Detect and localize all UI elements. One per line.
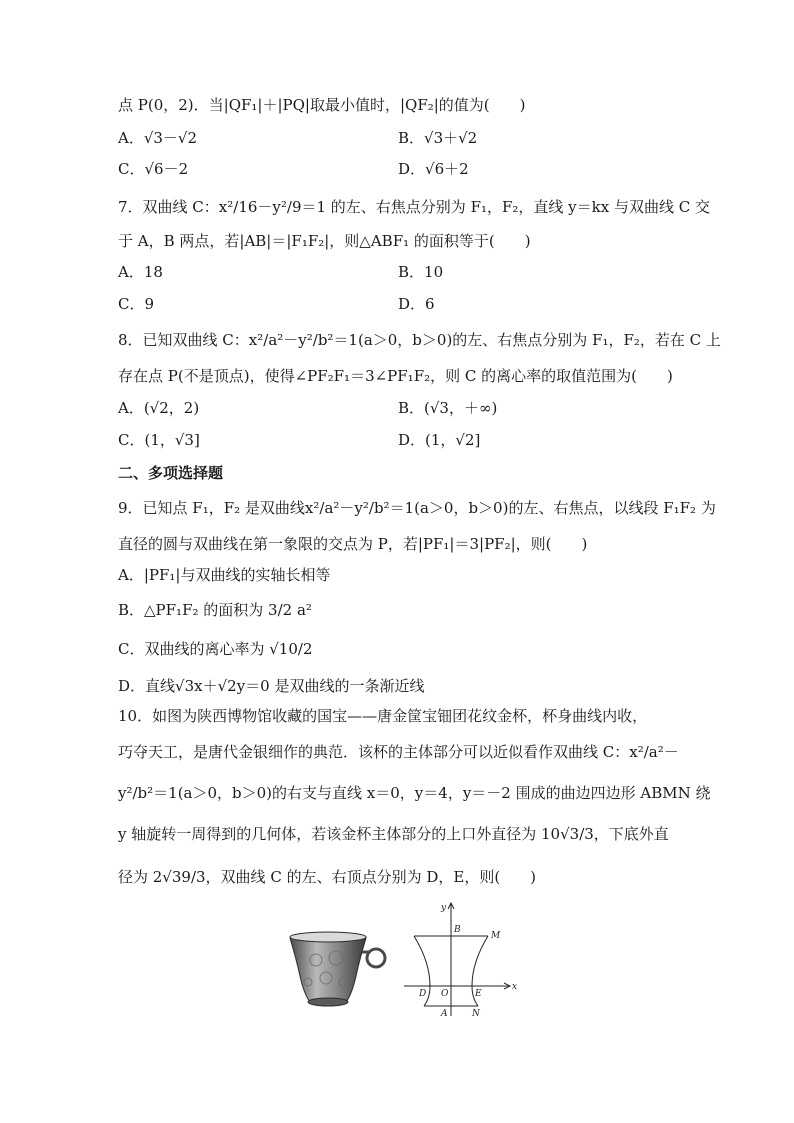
label-y: y xyxy=(441,903,447,913)
label-e: E xyxy=(475,989,482,999)
q6-option-a: A．√3－√2 xyxy=(118,129,198,147)
label-b: B xyxy=(454,925,461,935)
q8-option-b: B．(√3，＋∞) xyxy=(398,399,498,417)
q6-option-c: C．√6－2 xyxy=(118,160,189,178)
q7-option-d: D．6 xyxy=(398,295,435,313)
label-x: x xyxy=(512,982,518,992)
question-10-line-2: 巧夺天工，是唐代金银细作的典范．该杯的主体部分可以近似看作双曲线 C：x²/a²－ xyxy=(118,743,679,761)
question-8-line-2: 存在点 P(不是顶点)，使得∠PF₂F₁＝3∠PF₁F₂，则 C 的离心率的取值范围为( ) xyxy=(118,367,673,385)
q9-option-b: B．△PF₁F₂ 的面积为 3/2 a² xyxy=(118,601,312,619)
label-n: N xyxy=(472,1009,480,1019)
q8-option-a: A．(√2，2) xyxy=(118,399,200,417)
question-10-line-3: y²/b²＝1(a＞0，b＞0)的右支与直线 x＝0，y＝4，y＝－2 围成的曲边四边形 ABMN 绕 xyxy=(118,784,711,802)
q9-option-a: A．|PF₁|与双曲线的实轴长相等 xyxy=(118,566,331,584)
label-o: O xyxy=(441,989,449,999)
label-d: D xyxy=(419,989,427,999)
q9-option-c: C．双曲线的离心率为 √10/2 xyxy=(118,640,313,658)
q7-option-a: A．18 xyxy=(118,263,163,281)
question-10-line-5: 径为 2√39/3，双曲线 C 的左、右顶点分别为 D，E，则( ) xyxy=(118,868,537,886)
question-10-line-4: y 轴旋转一周得到的几何体，若该金杯主体部分的上口外直径为 10√3/3，下底外直 xyxy=(118,825,669,843)
gold-cup-illustration xyxy=(290,932,385,1006)
q8-option-d: D．(1，√2] xyxy=(398,431,481,449)
question-8-line-1: 8．已知双曲线 C：x²/a²－y²/b²＝1(a＞0，b＞0)的左、右焦点分别为 F₁，F₂，若在 C 上 xyxy=(118,331,721,349)
q9-option-d: D．直线√3x＋√2y＝0 是双曲线的一条渐近线 xyxy=(118,677,425,695)
label-a: A xyxy=(441,1009,448,1019)
section-heading-multiple-choice: 二、多项选择题 xyxy=(118,464,224,482)
q6-option-d: D．√6＋2 xyxy=(398,160,469,178)
q7-option-c: C．9 xyxy=(118,295,155,313)
question-9-line-1: 9．已知点 F₁，F₂ 是双曲线x²/a²－y²/b²＝1(a＞0，b＞0)的左、右焦点，以线段 F₁F₂ 为 xyxy=(118,499,716,517)
question-7-line-2: 于 A，B 两点，若|AB|＝|F₁F₂|，则△ABF₁ 的面积等于( ) xyxy=(118,232,531,250)
question-7-line-1: 7．双曲线 C：x²/16－y²/9＝1 的左、右焦点分别为 F₁，F₂，直线 y＝kx 与双曲线 C 交 xyxy=(118,198,710,216)
q7-option-b: B．10 xyxy=(398,263,444,281)
q6-option-b: B．√3＋√2 xyxy=(398,129,478,147)
question-10-line-1: 10．如图为陕西博物馆收藏的国宝——唐金筐宝钿团花纹金杯，杯身曲线内收， xyxy=(118,707,648,725)
label-m: M xyxy=(491,931,501,941)
question-9-line-2: 直径的圆与双曲线在第一象限的交点为 P，若|PF₁|＝3|PF₂|，则( ) xyxy=(118,535,588,553)
question-6-tail: 点 P(0，2)．当|QF₁|＋|PQ|取最小值时，|QF₂|的值为( ) xyxy=(118,96,526,114)
figure-cup-and-hyperbola xyxy=(286,898,526,1020)
q8-option-c: C．(1，√3] xyxy=(118,431,200,449)
hyperbola-diagram xyxy=(404,903,510,1016)
